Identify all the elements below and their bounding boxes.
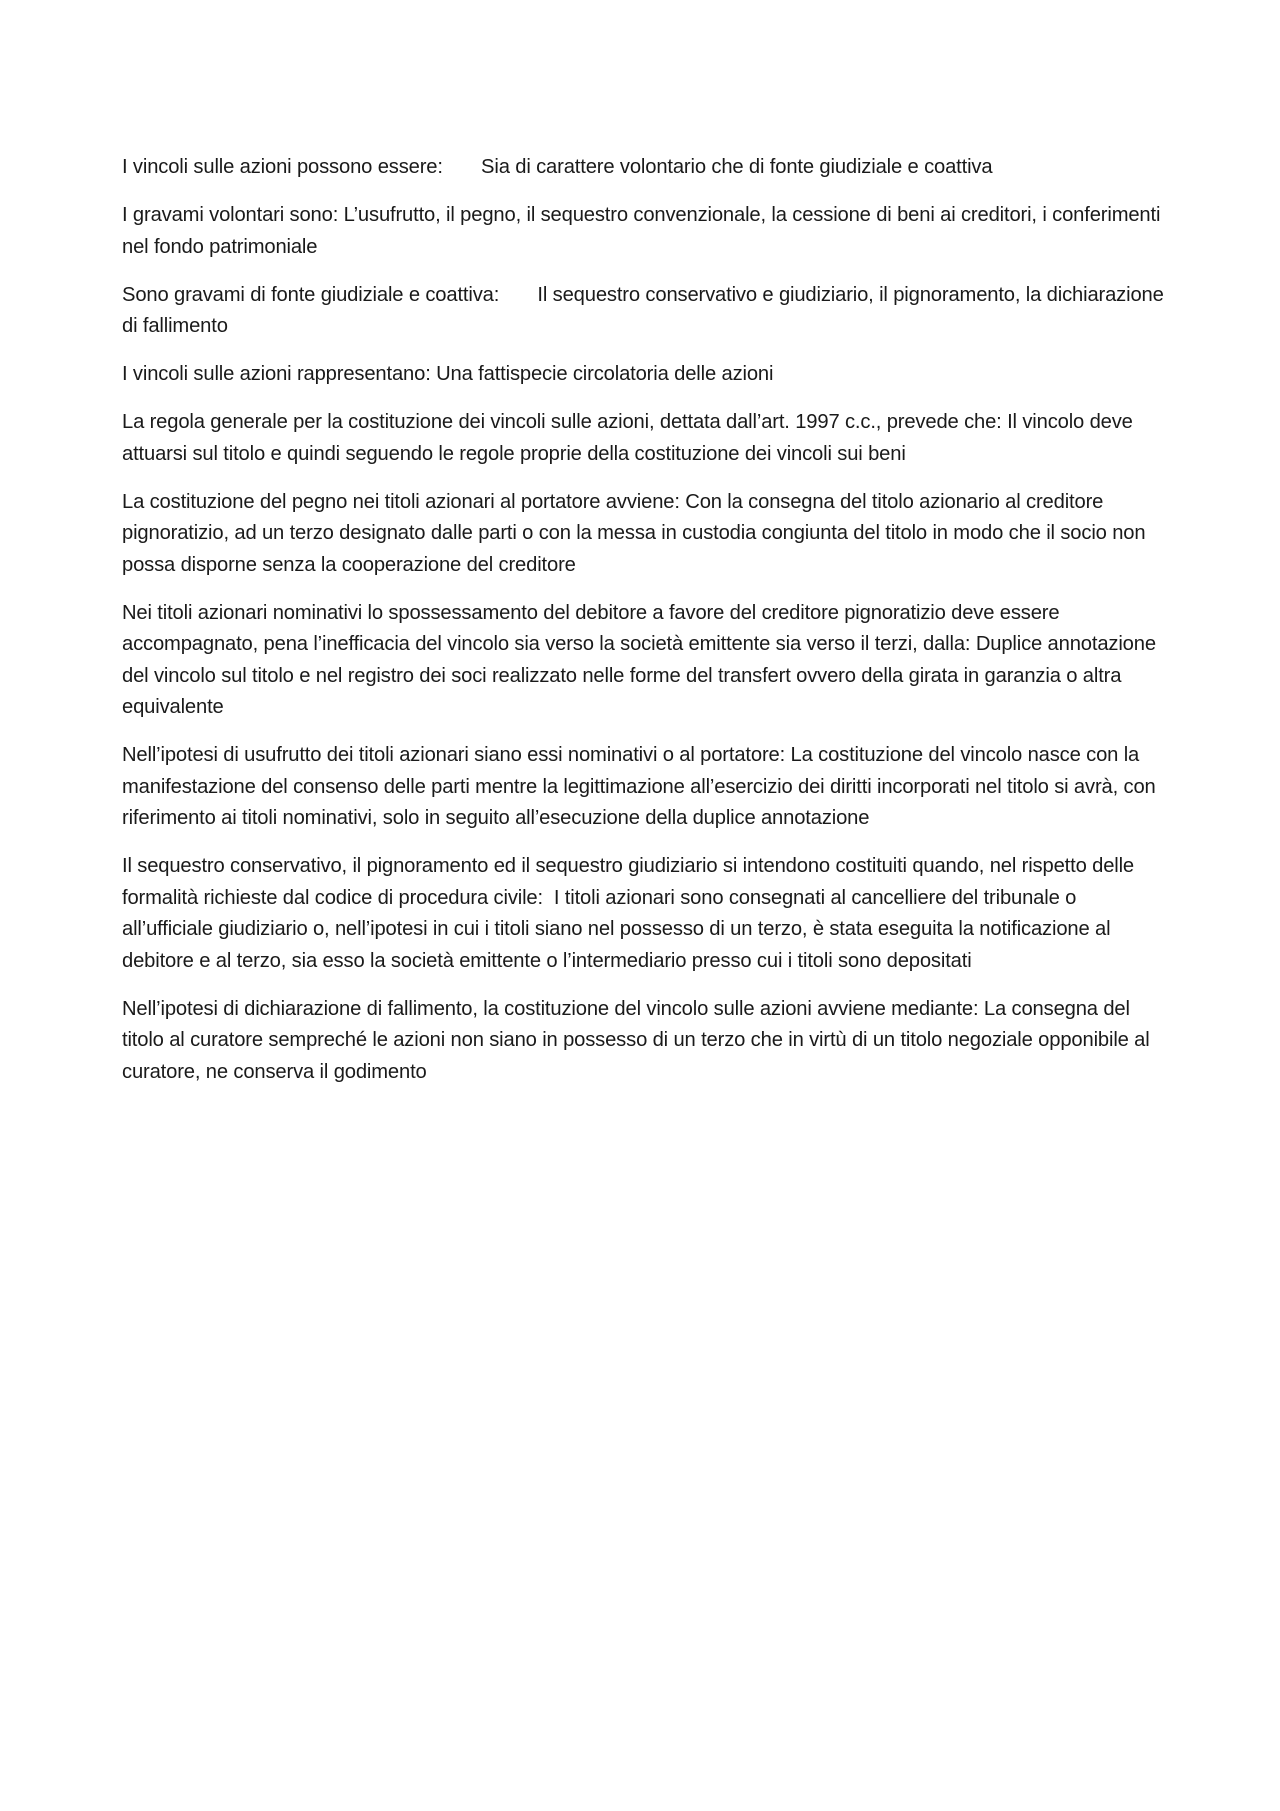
paragraph-fallimento: Nell’ipotesi di dichiarazione di fallimento, la costituzione del vincolo sulle azioni avviene mediante: La consegna del titolo al curatore sempreché le azioni non siano in possesso di un terzo che in virtù di un titolo negoziale opponibile al curatore, ne conserva il godimento <box>122 997 1156 1083</box>
paragraph-pegno-portatore: La costituzione del pegno nei titoli azionari al portatore avviene: Con la consegna del titolo azionario al creditore pignoratizio, ad un terzo designato dalle parti o con la messa in custodia congiunta del titolo in modo che il socio non possa disporne senza la cooperazione del creditore <box>122 490 1151 576</box>
paragraph-titoli-nominativi: Nei titoli azionari nominativi lo spossessamento del debitore a favore del creditore pignoratizio deve essere accompagnato, pena l’inefficacia del vincolo sia verso la società emittente sia verso il terzi, dalla: Duplice annotazione del vincolo sul titolo e nel registro dei soci realizzato nelle forme del transfert ovvero della girata in garanzia o altra equivalente <box>122 601 1162 718</box>
paragraph-gravami-volontari: I gravami volontari sono: L’usufrutto, il pegno, il sequestro convenzionale, la cessione di beni ai creditori, i conferimenti nel fondo patrimoniale <box>122 204 1166 258</box>
paragraph-usufrutto: Nell’ipotesi di usufrutto dei titoli azionari siano essi nominativi o al portatore: La costituzione del vincolo nasce con la manifestazione del consenso delle parti mentre la legittimazione all’esercizio dei diritti incorporati nel titolo si avrà, con riferimento ai titoli nominativi, solo in seguito all’esecuzione della duplice annotazione <box>122 744 1162 829</box>
paragraph-sequestro-pignoramento: Il sequestro conservativo, il pignoramento ed il sequestro giudiziario si intendono costituiti quando, nel rispetto delle formalità richieste dal codice di procedura civile: I titoli azionari sono consegnati al cancelliere del tribunale o all’ufficiale giudiziario o, nell’ipotesi in cui i titoli siano nel possesso di un terzo, è stata eseguita la notificazione al debitore e al terzo, sia esso la società emittente o l’intermediario presso cui i titoli sono depositati <box>122 855 1140 972</box>
paragraph-gravami-giudiziali: Sono gravami di fonte giudiziale e coattiva: Il sequestro conservativo e giudiziario, il pignoramento, la dichiarazione di fallimento <box>122 283 1170 337</box>
paragraph-fattispecie-circolatoria: I vincoli sulle azioni rappresentano: Una fattispecie circolatoria delle azioni <box>122 363 774 385</box>
paragraph-regola-generale: La regola generale per la costituzione dei vincoli sulle azioni, dettata dall’art. 1997 c.c., prevede che: Il vincolo deve attuarsi sul titolo e quindi seguendo le regole proprie della costituzione dei vincoli sui beni <box>122 411 1139 465</box>
paragraph-vincoli-tipologie: I vincoli sulle azioni possono essere: Sia di carattere volontario che di fonte giudiziale e coattiva <box>122 156 993 178</box>
document-body <box>122 152 1170 1105</box>
